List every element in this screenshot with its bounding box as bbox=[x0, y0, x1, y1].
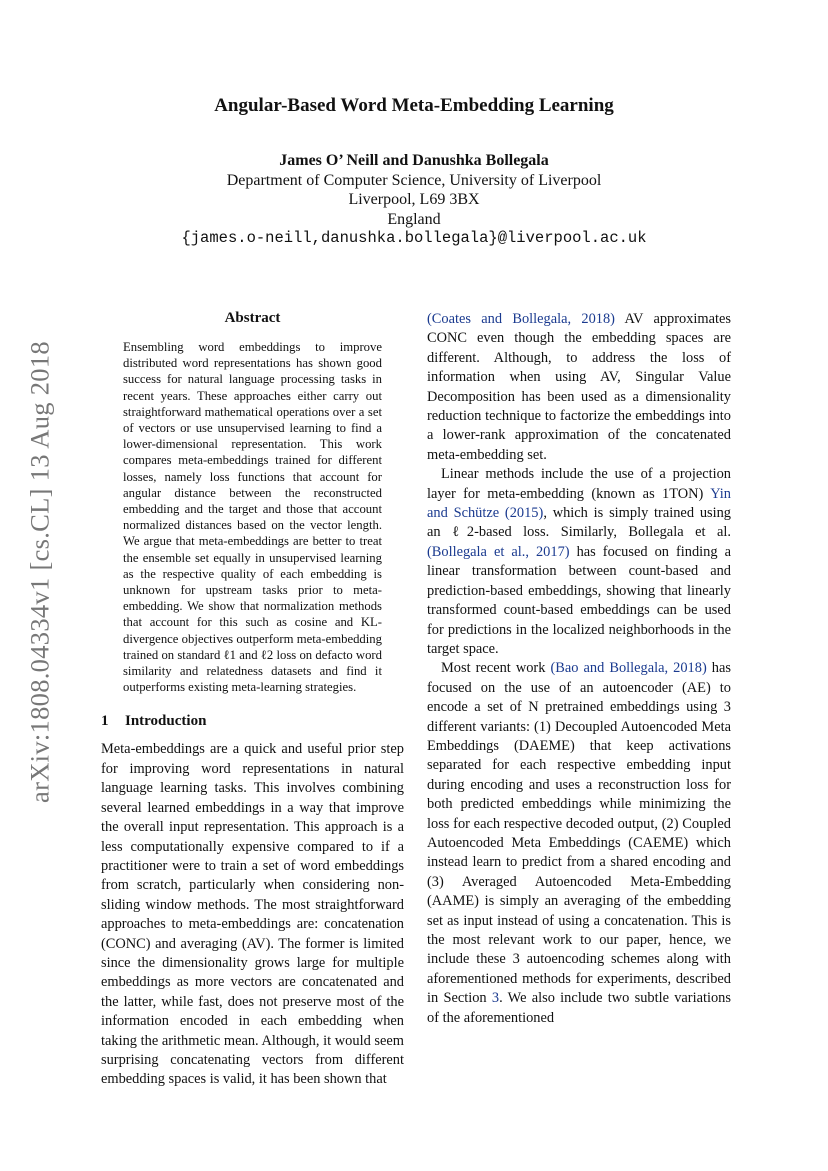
intro-paragraph-1-text: Meta-embeddings are a quick and useful prior step for improving word representations in natural language learning tasks. This involves combining several learned embeddings in a way that improve the overall input representation. This approach is a less computationally expensive compared to if a practitioner were to train a set of word embeddings from scratch, particularly when considering non-sliding window methods. The most straightforward approaches to meta-embeddings are: concatenation (CONC) and averaging (AV). The former is limited since the dimensionality grows large for multiple embeddings as more vectors are concatenated and the latter, while fast, does not preserve most of the information encoded in each embedding when taking the arithmetic mean. Although, it would seem surprising concatenating vectors from different embedding spaces is valid, it has been shown that bbox=[101, 741, 404, 1088]
section-title: Introduction bbox=[125, 713, 207, 730]
author-email[interactable]: {james.o-neill,danushka.bollegala}@liverpool.ac.uk bbox=[181, 229, 647, 247]
right-column bbox=[427, 310, 731, 1028]
affiliation-line: England bbox=[387, 210, 441, 228]
left-column bbox=[101, 310, 404, 1090]
paragraph-text: Most recent work bbox=[441, 660, 546, 677]
citation-link[interactable]: (Coates and Bollegala, 2018) bbox=[427, 311, 615, 327]
paper-title: Angular-Based Word Meta-Embedding Learning bbox=[214, 95, 614, 116]
paragraph-text: has focused on finding a linear transformation between count-based and prediction-based embeddings, showing that linearly transformed count-based embeddings can be used for predictions in the localized neighborhoods in the target space. bbox=[427, 543, 731, 657]
arxiv-identifier: arXiv:1808.04334v1 [cs.CL] 13 Aug 2018 bbox=[24, 341, 55, 803]
citation-link[interactable]: (Bao and Bollegala, 2018) bbox=[550, 660, 707, 677]
citation-link[interactable]: Yin and Schütze (2015) bbox=[427, 485, 731, 522]
paragraph-text: AV approximates CONC even though the embedding spaces are different. Although, to address the loss of information when using AV, Singular Value Decomposition has been used as a dimensionality reduction technique to factorize the embeddings into a lower-rank approximation of the concatenated meta-embedding set. bbox=[427, 311, 731, 463]
citation-link[interactable]: (Bollegala et al., 2017) bbox=[427, 543, 570, 560]
author-block bbox=[0, 151, 828, 249]
section-number: 1 bbox=[101, 713, 109, 730]
affiliation-line: Liverpool, L69 3BX bbox=[348, 191, 480, 208]
author-names: James O’ Neill and Danushka Bollegala bbox=[279, 152, 549, 169]
section-reference-link[interactable]: 3 bbox=[491, 990, 500, 1007]
paragraph-text: has focused on the use of an autoencoder (AE) to encode a set of N pretrained embeddings using 3 different variants: (1) Decoupled Autoencoded Meta Embeddings (DAEME) that keep activations separated for each respective embedding input during encoding and uses a reconstruction loss for both predicted embeddings while minimizing the loss for each respective decoded output, (2) Coupled Autoencoded Meta Embeddings (CAEME) which instead learn to predict from a shared encoding and (3) Averaged Autoencoded Meta-Embedding (AAME) is simply an averaging of the embedding set as input instead of using a concatenation. This is the most relevant work to our paper, hence, we include these 3 autoencoding schemes along with aforementioned methods for experiments, described in Section bbox=[427, 660, 731, 1007]
section-heading bbox=[101, 713, 404, 730]
intro-paragraph-3 bbox=[427, 659, 731, 1028]
paragraph-text: Linear methods include the use of a projection layer for meta-embedding (known as 1TON) bbox=[427, 466, 731, 502]
intro-paragraph-1 bbox=[101, 740, 404, 1089]
paragraph-text: . We also include two subtle variations of the aforementioned bbox=[427, 990, 731, 1026]
intro-paragraph-2 bbox=[427, 465, 731, 659]
paragraph-text: , which is simply trained using an ℓ2-based loss. Similarly, Bollegala et al. bbox=[427, 505, 731, 541]
affiliation-line: Department of Computer Science, University of Liverpool bbox=[226, 171, 602, 189]
intro-paragraph-1-continued bbox=[427, 310, 731, 465]
abstract-text: Ensembling word embeddings to improve distributed word representations has shown good success for natural language processing tasks in recent years. These approaches either carry out straightforward mathematical operations over a set of vectors or use unsupervised learning to find a lower-dimensional representation. This work compares meta-embeddings trained for different losses, namely loss functions that account for angular distance between the reconstructed embedding and the target and those that account normalized distances based on the vector length. We argue that meta-embeddings are better to treat the ensemble set equally in unsupervised learning as the respective quality of each embedding is unknown for upstream tasks prior to meta-embedding. We show that normalization methods that account for this such as cosine and KL-divergence objectives outperform meta-embedding trained on standard ℓ1 and ℓ2 loss on defacto word similarity and relatedness datasets and find it outperforms existing meta-learning strategies. bbox=[123, 340, 382, 695]
abstract-heading: Abstract bbox=[224, 310, 281, 326]
